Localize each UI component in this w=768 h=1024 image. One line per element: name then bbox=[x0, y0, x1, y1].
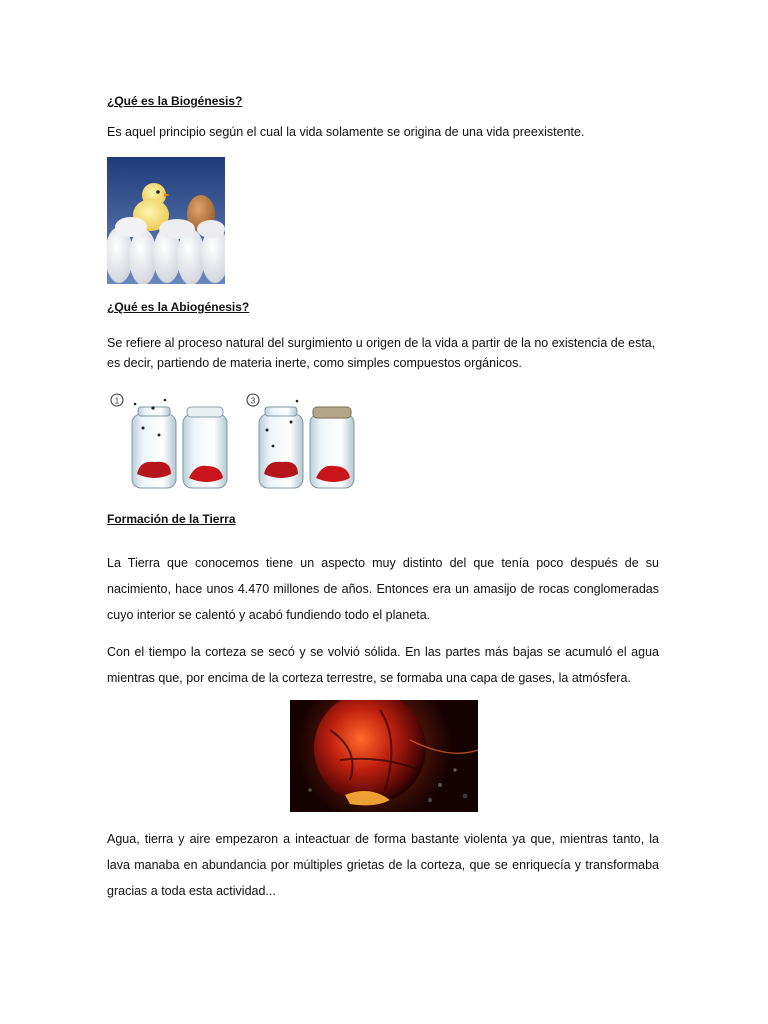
abiogenesis-line-1: Se refiere al proceso natural del surgimiento u origen de la vida a partir de la no existencia de esta, bbox=[107, 336, 656, 350]
chick-and-eggs-image bbox=[107, 157, 225, 284]
covered-jar-2 bbox=[183, 407, 227, 488]
molten-earth-image bbox=[290, 700, 478, 812]
formacion-p1-line-1: La Tierra que conocemos tiene un aspecto muy distinto del que tenía poco después de su bbox=[107, 556, 659, 570]
abiogenesis-heading: ¿Qué es la Abiogénesis? bbox=[107, 300, 250, 314]
biogenesis-heading: ¿Qué es la Biogénesis? bbox=[107, 94, 243, 108]
formacion-paragraph-2 bbox=[107, 639, 659, 691]
biogenesis-text: Es aquel principio según el cual la vida solamente se origina de una vida preexistente. bbox=[107, 125, 585, 139]
jar-pair-1-label: 1 bbox=[114, 396, 120, 406]
open-jar-1 bbox=[132, 399, 176, 488]
formacion-paragraph-1 bbox=[107, 550, 659, 628]
covered-jar-4 bbox=[310, 407, 354, 488]
jars-experiment-image bbox=[107, 388, 363, 496]
abiogenesis-line-2: es decir, partiendo de materia inerte, como simples compuestos orgánicos. bbox=[107, 356, 522, 370]
formacion-p3-line-1: Agua, tierra y aire empezaron a inteactuar de forma bastante violenta ya que, mientras tanto, la bbox=[107, 832, 659, 846]
formacion-heading: Formación de la Tierra bbox=[107, 512, 236, 526]
formacion-p1-line-2: nacimiento, hace unos 4.470 millones de años. Entonces era un amasijo de rocas conglomeradas bbox=[107, 582, 659, 596]
open-jar-3 bbox=[259, 400, 303, 488]
abiogenesis-text bbox=[107, 333, 659, 373]
jar-pair-3-label: 3 bbox=[250, 396, 256, 406]
formacion-p2-line-1: Con el tiempo la corteza se secó y se volvió sólida. En las partes más bajas se acumuló el agua bbox=[107, 645, 659, 659]
formacion-p1-line-3: cuyo interior se calentó y acabó fundiendo todo el planeta. bbox=[107, 608, 431, 622]
formacion-p2-line-2: mientras que, por encima de la corteza terrestre, se formaba una capa de gases, la atmósfera. bbox=[107, 671, 631, 685]
formacion-p3-line-3: gracias a toda esta actividad... bbox=[107, 884, 276, 898]
formacion-p3-line-2: lava manaba en abundancia por múltiples grietas de la corteza, que se enriquecía y transformaba bbox=[107, 858, 659, 872]
formacion-paragraph-3 bbox=[107, 826, 659, 904]
